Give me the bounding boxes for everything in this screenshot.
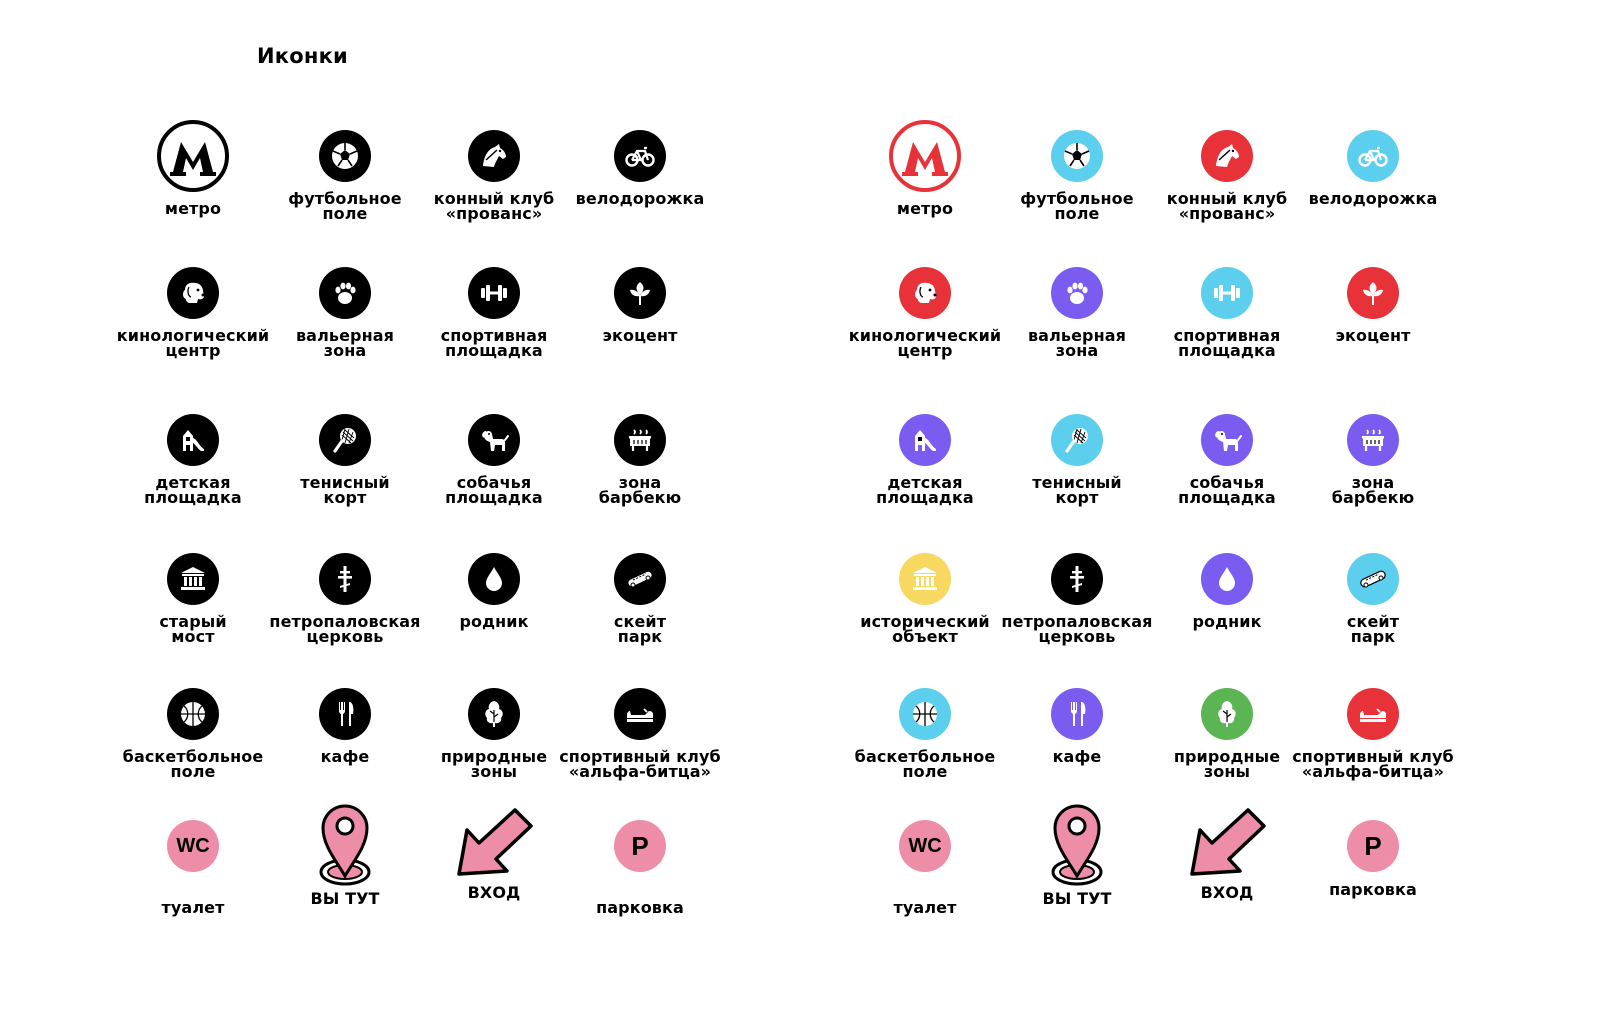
- icon-label: [1001, 614, 1152, 644]
- icon-label-line: [576, 206, 705, 221]
- legend-item: [409, 267, 579, 358]
- icon-label: [1174, 328, 1281, 358]
- sneaker-icon: [1347, 688, 1399, 740]
- icon-label-line: [1335, 343, 1410, 358]
- icon-label: [576, 191, 705, 221]
- basketball-icon: [899, 688, 951, 740]
- legend-item: [108, 267, 278, 358]
- icon-label: [897, 201, 953, 231]
- legend-item: [409, 820, 579, 900]
- icon-label-line: площадка: [445, 341, 543, 360]
- legend-item: [992, 820, 1162, 906]
- dog-head-icon: [899, 267, 951, 319]
- icon-label-line: баскетбольное: [122, 747, 264, 766]
- icon-label-line: спортивный клуб: [1292, 747, 1454, 766]
- icon-label-line: тенисный: [300, 473, 390, 492]
- legend-item: [108, 553, 278, 644]
- icon-label-line: барбекю: [1331, 488, 1415, 507]
- icon-label-line: [459, 629, 528, 644]
- legend-item: [992, 688, 1162, 779]
- icon-label: [159, 614, 226, 644]
- legend-item: [409, 414, 579, 505]
- icon-label-line: парк: [1350, 627, 1396, 646]
- icon-label-line: скейт: [613, 612, 667, 631]
- icon-label: [1020, 191, 1133, 221]
- legend-item: [108, 688, 278, 779]
- cross-icon: [1051, 553, 1103, 605]
- legend-item: [555, 553, 725, 644]
- icon-label: [434, 191, 555, 221]
- icon-label-line: спортивная: [1173, 326, 1281, 345]
- icon-label-line: исторический: [860, 612, 990, 631]
- legend-item: [260, 820, 430, 906]
- icon-label-line: кафе: [320, 747, 370, 766]
- legend-item: [992, 130, 1162, 221]
- icon-label-line: церковь: [306, 627, 384, 646]
- icon-label: туалет: [893, 898, 957, 917]
- legend-item: [555, 130, 725, 221]
- icon-label-line: [321, 764, 370, 779]
- playground-icon: [899, 414, 951, 466]
- dumbbell-icon: [1201, 267, 1253, 319]
- icon-label: [855, 749, 996, 779]
- icon-label-line: футбольное: [1020, 189, 1134, 208]
- legend-item: [409, 688, 579, 779]
- icon-label-line: [602, 343, 677, 358]
- landmark-icon: [899, 553, 951, 605]
- icon-label: [165, 201, 221, 231]
- grill-icon: [1347, 414, 1399, 466]
- legend-item: [840, 553, 1010, 644]
- metro-icon: [157, 120, 229, 192]
- grill-icon: [614, 414, 666, 466]
- icon-label-line: тенисный: [1032, 473, 1122, 492]
- icon-label-line: [1053, 764, 1102, 779]
- icon-label-line: поле: [170, 762, 216, 781]
- icon-label: [1053, 749, 1102, 779]
- legend-item: [1142, 553, 1312, 644]
- icon-label: парковка: [596, 898, 684, 917]
- icon-label-line: зона: [323, 341, 367, 360]
- icon-label: парковка: [1329, 880, 1417, 899]
- icon-label-line: площадка: [1178, 341, 1276, 360]
- icon-label: [559, 749, 721, 779]
- icon-label-line: площадка: [1178, 488, 1276, 507]
- icon-label: [117, 328, 269, 358]
- icon-label-line: «прованс»: [1178, 204, 1276, 223]
- location-pin-icon: [1047, 800, 1107, 888]
- icon-label-line: корт: [323, 488, 367, 507]
- tree-icon: [468, 688, 520, 740]
- drop-icon: [1201, 553, 1253, 605]
- icon-label-line: собачья: [456, 473, 532, 492]
- icon-label-line: кинологический: [116, 326, 270, 345]
- icon-label-line: зона: [1351, 473, 1395, 492]
- football-icon: [319, 130, 371, 182]
- icon-label: ВЫ ТУТ: [310, 889, 380, 908]
- icon-label: [1174, 749, 1280, 779]
- icon-label: [441, 749, 547, 779]
- legend-item: [260, 267, 430, 358]
- parking-icon: P: [614, 820, 666, 872]
- icon-label: [1032, 475, 1121, 505]
- icon-label-line: родник: [459, 612, 529, 631]
- icon-label-line: церковь: [1038, 627, 1116, 646]
- bicycle-icon: [614, 130, 666, 182]
- legend-item: [555, 414, 725, 505]
- icon-label: туалет: [161, 898, 225, 917]
- icon-label-line: собачья: [1189, 473, 1265, 492]
- icon-label-line: природные: [1173, 747, 1281, 766]
- legend-item: [108, 414, 278, 505]
- legend-item: [1288, 553, 1458, 644]
- icon-label-line: кинологический: [848, 326, 1002, 345]
- icon-label-line: скейт: [1346, 612, 1400, 631]
- icon-label-line: велодорожка: [575, 189, 705, 208]
- icon-label-line: экоцент: [1335, 326, 1411, 345]
- icon-label-line: спортивный клуб: [559, 747, 721, 766]
- icon-label-line: зона: [1055, 341, 1099, 360]
- icon-label: [1347, 614, 1399, 644]
- skateboard-icon: [614, 553, 666, 605]
- legend-item: [409, 130, 579, 221]
- legend-item: [260, 130, 430, 221]
- landmark-icon: [167, 553, 219, 605]
- legend-item: [260, 553, 430, 644]
- legend-item: [409, 553, 579, 644]
- icon-label-line: объект: [892, 627, 958, 646]
- legend-item: [1142, 267, 1312, 358]
- icon-label-line: площадка: [445, 488, 543, 507]
- drop-icon: [468, 553, 520, 605]
- sneaker-icon: [614, 688, 666, 740]
- icon-label-line: петропаловская: [269, 612, 421, 631]
- legend-item: [1288, 688, 1458, 779]
- icon-label-line: поле: [322, 204, 368, 223]
- legend-item: [1288, 267, 1458, 358]
- icon-label-line: спортивная: [440, 326, 548, 345]
- wc-icon: WC: [167, 820, 219, 872]
- icon-label-line: метро: [896, 199, 954, 218]
- bicycle-icon: [1347, 130, 1399, 182]
- icon-label-line: старый: [159, 612, 227, 631]
- icon-label-line: велодорожка: [1308, 189, 1438, 208]
- icon-label: [1028, 328, 1126, 358]
- icon-label-line: поле: [902, 762, 948, 781]
- legend-item: [992, 267, 1162, 358]
- icon-label: [288, 191, 401, 221]
- wc-icon: WC: [899, 820, 951, 872]
- legend-item: [840, 820, 1010, 915]
- icon-label-line: зоны: [1203, 762, 1251, 781]
- icon-label: [614, 614, 666, 644]
- icon-label-line: петропаловская: [1001, 612, 1153, 631]
- icon-label: ВХОД: [1200, 883, 1254, 902]
- icon-label: [849, 328, 1001, 358]
- playground-icon: [167, 414, 219, 466]
- icon-label: ВХОД: [467, 883, 521, 902]
- icon-label-line: детская: [155, 473, 231, 492]
- icon-label: [876, 475, 974, 505]
- legend-item: [555, 267, 725, 358]
- icon-label: [1192, 614, 1261, 644]
- metro-icon: [889, 120, 961, 192]
- icon-label: [459, 614, 528, 644]
- dog-icon: [1201, 414, 1253, 466]
- entrance-arrow-icon: [1182, 802, 1272, 882]
- icon-label-line: природные: [440, 747, 548, 766]
- icon-label-line: центр: [165, 341, 221, 360]
- legend-item: [840, 414, 1010, 505]
- icon-label-line: площадка: [144, 488, 242, 507]
- icon-label-line: метро: [164, 199, 222, 218]
- dog-icon: [468, 414, 520, 466]
- icon-label: [441, 328, 548, 358]
- paw-icon: [319, 267, 371, 319]
- icon-label-line: экоцент: [602, 326, 678, 345]
- icon-label: [123, 749, 264, 779]
- icon-label: [1332, 475, 1415, 505]
- icon-label: [860, 614, 989, 644]
- icon-label: [602, 328, 677, 358]
- icon-label: [1167, 191, 1288, 221]
- legend-item: [1142, 414, 1312, 505]
- icon-label-line: мост: [171, 627, 215, 646]
- icon-label-line: парк: [617, 627, 663, 646]
- cutlery-icon: [1051, 688, 1103, 740]
- icon-label: [300, 475, 389, 505]
- icon-label: [599, 475, 682, 505]
- legend-item: [840, 130, 1010, 231]
- icon-label-line: корт: [1055, 488, 1099, 507]
- cross-icon: [319, 553, 371, 605]
- legend-item: [108, 820, 278, 915]
- legend-item: [1288, 414, 1458, 505]
- parking-icon: P: [1347, 820, 1399, 872]
- skateboard-icon: [1347, 553, 1399, 605]
- icon-label-line: «альфа-битца»: [568, 762, 712, 781]
- paw-icon: [1051, 267, 1103, 319]
- legend-item: [260, 688, 430, 779]
- flower-icon: [1347, 267, 1399, 319]
- legend-item: [992, 414, 1162, 505]
- legend-item: [555, 820, 725, 915]
- legend-item: [1142, 688, 1312, 779]
- legend-item: [555, 688, 725, 779]
- legend-item: [992, 553, 1162, 644]
- legend-item: [1142, 820, 1312, 900]
- icon-label: [445, 475, 543, 505]
- legend-item: [1142, 130, 1312, 221]
- legend-item: [840, 267, 1010, 358]
- icon-label: ВЫ ТУТ: [1042, 889, 1112, 908]
- icon-label-line: «прованс»: [445, 204, 543, 223]
- icon-label-line: «альфа-битца»: [1301, 762, 1445, 781]
- icon-label-line: конный клуб: [1166, 189, 1288, 208]
- icon-label-line: вальерная: [1027, 326, 1127, 345]
- icon-label: [296, 328, 394, 358]
- icon-label: [1292, 749, 1454, 779]
- tennis-icon: [1051, 414, 1103, 466]
- football-icon: [1051, 130, 1103, 182]
- flower-icon: [614, 267, 666, 319]
- legend-item: [108, 130, 278, 231]
- icon-label-line: площадка: [876, 488, 974, 507]
- icon-label: [321, 749, 370, 779]
- icon-label-line: [165, 216, 221, 231]
- legend-item: [1288, 820, 1458, 897]
- icon-label-line: футбольное: [288, 189, 402, 208]
- icon-label-line: [897, 216, 953, 231]
- icon-label: [1178, 475, 1276, 505]
- entrance-arrow-icon: [449, 802, 539, 882]
- icon-label-line: зоны: [470, 762, 518, 781]
- page-title: Иконки: [257, 44, 348, 68]
- icon-label-line: детская: [887, 473, 963, 492]
- icon-label-line: кафе: [1052, 747, 1102, 766]
- icon-label-line: [1309, 206, 1438, 221]
- dog-head-icon: [167, 267, 219, 319]
- legend-item: [840, 688, 1010, 779]
- tennis-icon: [319, 414, 371, 466]
- icon-label-line: [1192, 629, 1261, 644]
- icon-label: [1335, 328, 1410, 358]
- basketball-icon: [167, 688, 219, 740]
- dumbbell-icon: [468, 267, 520, 319]
- tree-icon: [1201, 688, 1253, 740]
- icon-label-line: центр: [897, 341, 953, 360]
- icon-label-line: барбекю: [598, 488, 682, 507]
- icon-label-line: баскетбольное: [854, 747, 996, 766]
- icon-label: [144, 475, 242, 505]
- icon-label-line: зона: [618, 473, 662, 492]
- legend-item: [1288, 130, 1458, 221]
- horse-icon: [1201, 130, 1253, 182]
- icon-label-line: вальерная: [295, 326, 395, 345]
- icon-label: [269, 614, 420, 644]
- icon-label-line: родник: [1192, 612, 1262, 631]
- icon-label-line: поле: [1054, 204, 1100, 223]
- horse-icon: [468, 130, 520, 182]
- icon-label-line: конный клуб: [433, 189, 555, 208]
- icon-label: [1309, 191, 1438, 221]
- location-pin-icon: [315, 800, 375, 888]
- legend-item: [260, 414, 430, 505]
- cutlery-icon: [319, 688, 371, 740]
